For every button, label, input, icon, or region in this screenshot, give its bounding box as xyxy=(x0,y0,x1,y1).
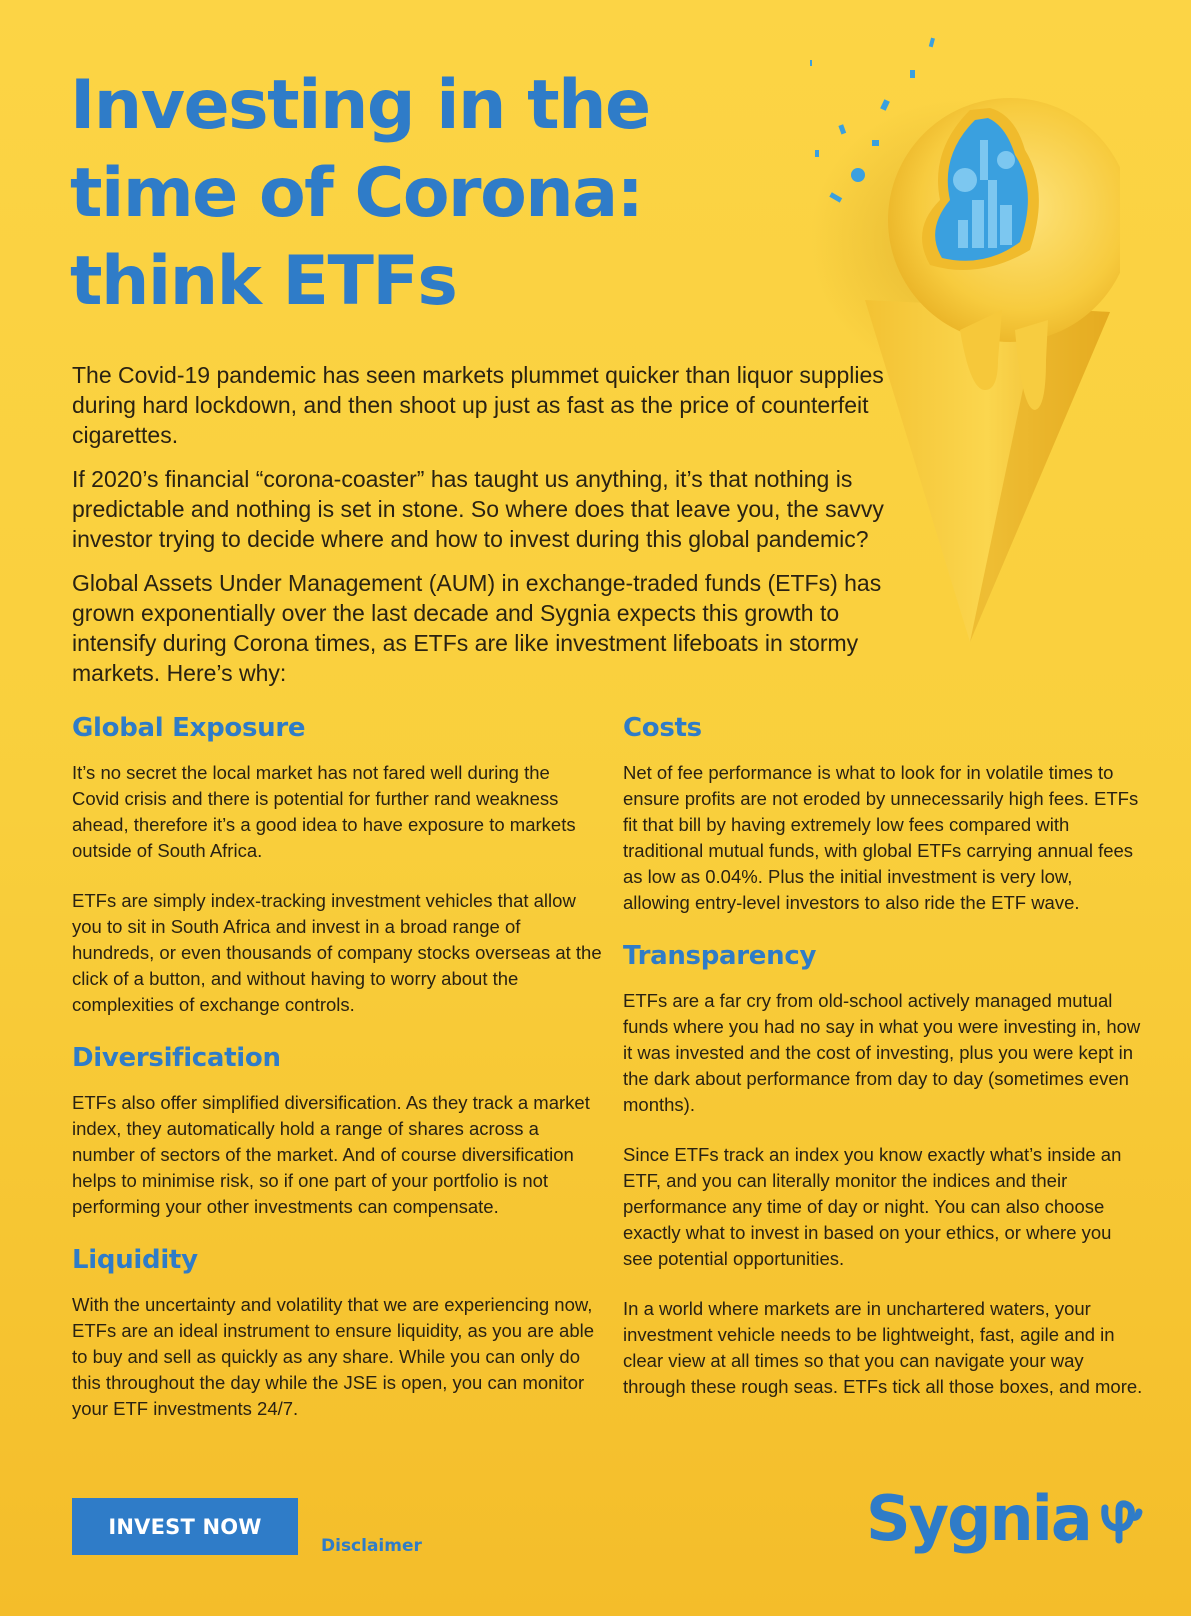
intro-section xyxy=(72,360,922,702)
disclaimer-link[interactable]: Disclaimer xyxy=(321,1536,422,1556)
intro-paragraph: Global Assets Under Management (AUM) in exchange-traded funds (ETFs) has grown exponentially over the last decade and Sygnia expects this growth to intensify during Corona times, as ETFs are like investment lifeboats in stormy markets. Here’s why: xyxy=(72,570,882,686)
section-paragraph: ETFs are a far cry from old-school actively managed mutual funds where you had no say in what you were investing in, how it was invested and the cost of investing, plus you were kept in the dark about performance from day to day (sometimes even months). xyxy=(623,990,1141,1115)
title-line-2: time of Corona: xyxy=(70,154,643,233)
sygnia-logo[interactable] xyxy=(866,1484,1145,1554)
section-paragraph: In a world where markets are in unchartered waters, your investment vehicle needs to be lightweight, fast, agile and in clear view at all times so that you can navigate your way through these rough seas. ETFs tick all those boxes, and more. xyxy=(623,1298,1143,1397)
section-paragraph: ETFs also offer simplified diversification. As they track a market index, they automatically hold a range of shares across a number of sectors of the market. And of course diversification helps to minimise risk, so if one part of your portfolio is not performing your other investments can compensate. xyxy=(72,1092,590,1217)
section-paragraph: ETFs are simply index-tracking investment vehicles that allow you to sit in South Africa and invest in a broad range of hundreds, or even thousands of company stocks overseas at the click of a button, and without having to worry about the complexities of exchange controls. xyxy=(72,890,602,1015)
section-heading-diversification: Diversification xyxy=(72,1043,281,1073)
invest-now-button[interactable]: INVEST NOW xyxy=(72,1498,298,1555)
sygnia-logo-mark-icon xyxy=(1099,1496,1145,1546)
intro-paragraph: The Covid-19 pandemic has seen markets plummet quicker than liquor supplies during hard lockdown, and then shoot up just as fast as the price of counterfeit cigarettes. xyxy=(72,362,884,448)
left-column xyxy=(72,712,602,1446)
section-paragraph: It’s no secret the local market has not fared well during the Covid crisis and there is potential for further rand weakness ahead, therefore it’s a good idea to have exposure to markets outside of South Africa. xyxy=(72,762,576,861)
section-heading-liquidity: Liquidity xyxy=(72,1245,198,1275)
section-paragraph: Since ETFs track an index you know exactly what’s inside an ETF, and you can literally monitor the indices and their performance any time of day or night. You can also choose exactly what to invest in based on your ethics, or where you see potential opportunities. xyxy=(623,1144,1122,1269)
intro-paragraph: If 2020’s financial “corona-coaster” has taught us anything, it’s that nothing is predictable and nothing is set in stone. So where does that leave you, the savvy investor trying to decide where and how to invest during this global pandemic? xyxy=(72,466,884,552)
section-paragraph: Net of fee performance is what to look for in volatile times to ensure profits are not eroded by unnecessarily high fees. ETFs fit that bill by having extremely low fees compared with traditional mutual funds, with global ETFs carrying annual fees as low as 0.04%. Plus the initial investment is very low, allowing entry-level investors to also ride the ETF wave. xyxy=(623,762,1139,913)
title-line-3: think ETFs xyxy=(70,242,457,321)
section-heading-costs: Costs xyxy=(623,713,702,743)
section-paragraph: With the uncertainty and volatility that we are experiencing now, ETFs are an ideal instrument to ensure liquidity, as you are able to buy and sell as quickly as any share. While you can only do this throughout the day while the JSE is open, you can monitor your ETF investments 24/7. xyxy=(72,1294,595,1419)
right-column xyxy=(623,712,1143,1424)
section-heading-transparency: Transparency xyxy=(623,941,817,971)
section-heading-global-exposure: Global Exposure xyxy=(72,713,306,743)
page-title xyxy=(70,62,790,326)
brand-name: Sygnia xyxy=(866,1482,1091,1555)
title-line-1: Investing in the xyxy=(70,66,650,145)
